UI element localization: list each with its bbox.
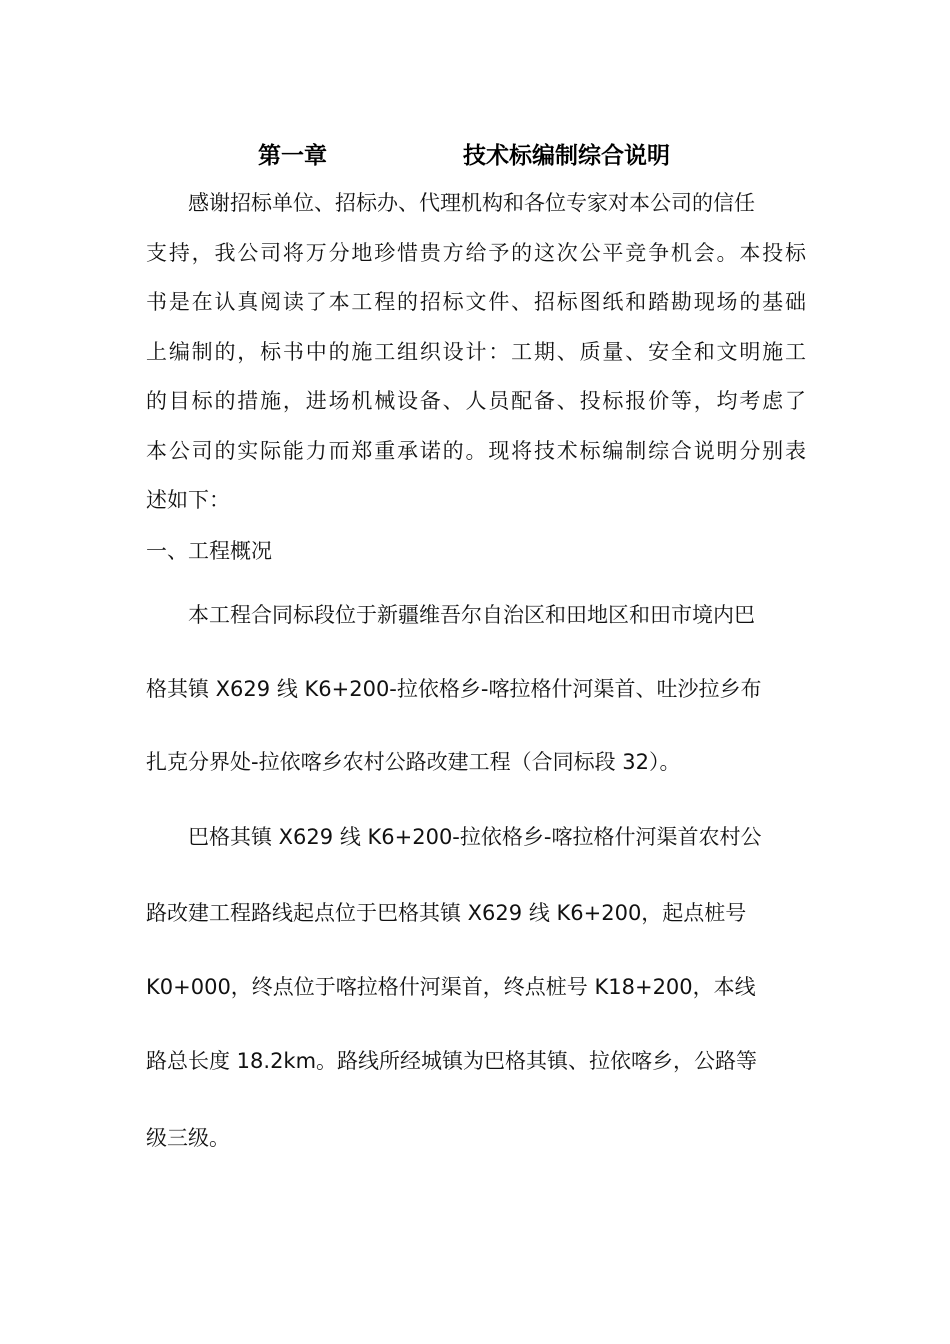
para1-line-1: 本工程合同标段位于新疆维吾尔自治区和田地区和田市境内巴 (188, 603, 755, 627)
intro-line-6: 本公司的实际能力而郑重承诺的。现将技术标编制综合说明分别表 (146, 439, 806, 463)
intro-line-5: 的目标的措施，进场机械设备、人员配备、投标报价等，均考虑了 (146, 389, 806, 413)
intro-line-4: 上编制的，标书中的施工组织设计：工期、质量、安全和文明施工 (146, 340, 806, 364)
para1-line-3: 扎克分界处-拉依喀乡农村公路改建工程（合同标段 32）。 (146, 750, 681, 774)
intro-line-2: 支持，我公司将万分地珍惜贵方给予的这次公平竞争机会。本投标 (146, 241, 806, 265)
chapter-number: 第一章 (258, 143, 327, 169)
para2-line-2: 路改建工程路线起点位于巴格其镇 X629 线 K6+200，起点桩号 (146, 901, 747, 925)
chapter-title (0, 137, 950, 169)
intro-line-1: 感谢招标单位、招标办、代理机构和各位专家对本公司的信任 (188, 191, 755, 215)
section-heading: 一、工程概况 (146, 539, 272, 563)
para2-line-5: 级三级。 (146, 1126, 230, 1150)
intro-line-7: 述如下： (146, 488, 230, 512)
para2-line-1: 巴格其镇 X629 线 K6+200-拉依格乡-喀拉格什河渠首农村公 (188, 825, 762, 849)
para1-line-2: 格其镇 X629 线 K6+200-拉依格乡-喀拉格什河渠首、吐沙拉乡布 (146, 677, 762, 701)
intro-line-3: 书是在认真阅读了本工程的招标文件、招标图纸和踏勘现场的基础 (146, 290, 806, 314)
chapter-name: 技术标编制综合说明 (463, 143, 670, 169)
para2-line-4: 路总长度 18.2km。路线所经城镇为巴格其镇、拉依喀乡，公路等 (146, 1049, 758, 1073)
para2-line-3: K0+000，终点位于喀拉格什河渠首，终点桩号 K18+200，本线 (146, 975, 756, 999)
